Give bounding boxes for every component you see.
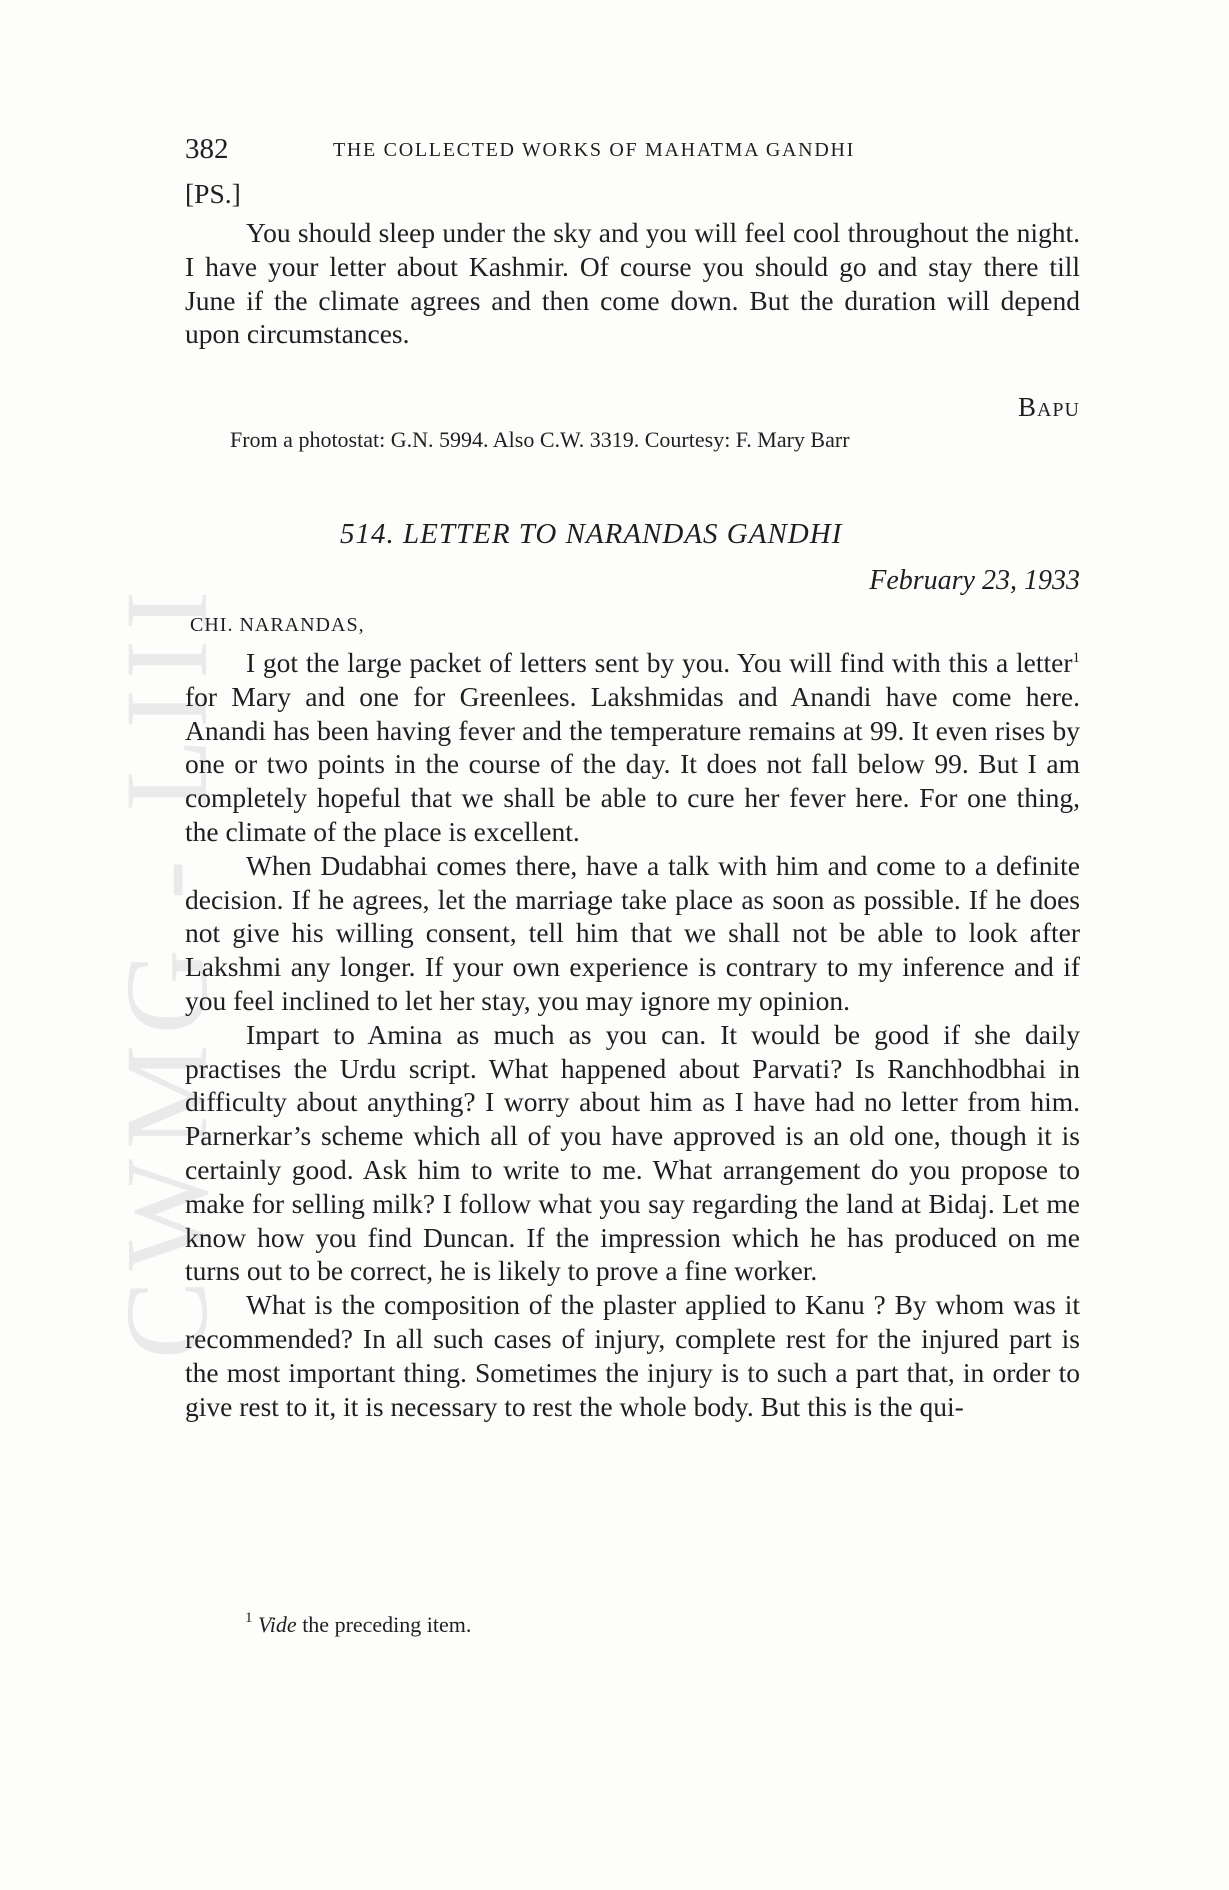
letter-date: February 23, 1933 [869,565,1080,596]
watermark: CWMG - LIII [101,580,233,1360]
paragraph-2: When Dudabhai comes there, have a talk with him and come to a definite decision. If he agrees, let the marriage take place as soon as possible. If he does not give his willing consent, tell him that we shall not be able to look after Lakshmi any longer. If your own experience is contrary to my inference and if you feel inclined to let her stay, you may ignore my opinion. [185,849,1080,1016]
postscript-body [185,216,1080,351]
page-header [185,133,1080,167]
running-head: THE COLLECTED WORKS OF MAHATMA GANDHI [333,139,855,161]
paragraph-4: What is the composition of the plaster applied to Kanu ? By whom was it recommended? In all such cases of injury, complete rest for the injured part is the most important thing. Sometimes the injury is to such a part that, in order to give rest to it, it is necessary to rest the whole body. But this is the qui- [185,1289,1080,1422]
signature: BAPU [1017,392,1080,422]
source-note: From a photostat: G.N. 5994. Also C.W. 3319. Courtesy: F. Mary Barr [230,427,850,452]
salutation: CHI. NARANDAS, [190,614,365,636]
postscript-label: [PS.] [185,178,241,209]
paragraph-1: I got the large packet of letters sent by you. You will find with this a letter$^1$ for Mary and one for Greenlees. Lakshmidas and Anandi have come here. Anandi has been having fever and the temperature remains at 99. It even rises by one or two points in the course of the day. It does not fall below 99. But I am completely hopeful that we shall be able to cure her fever here. For one thing, the climate of the place is excellent. [185,647,1080,847]
footnote: $^1$ Vide the preceding item. [245,1610,472,1637]
paragraph-3: Impart to Amina as much as you can. It would be good if she daily practises the Urdu script. What happened about Parvati? Is Ranchhodbhai in difficulty about anything? I worry about him as I have had no letter from him. Parnerkar’s scheme which all of you have approved is an old one, though it is certainly good. Ask him to write to me. What arrangement do you propose to make for selling milk? I follow what you say regarding the land at Bidaj. Let me know how you find Duncan. If the impression which he has produced on me turns out to be correct, he is likely to prove a fine worker. [185,1018,1080,1287]
page-number: 382 [185,133,229,165]
item-title: 514. LETTER TO NARANDAS GANDHI [340,518,843,550]
letter-body [185,646,1080,1423]
footnote-ref: 1 [1072,650,1080,666]
postscript-text: You should sleep under the sky and you will feel cool throughout the night. I have your letter about Kashmir. Of course you should go and stay there till June if the climate agrees and then come down. But the duration will depend upon circumstances. [185,217,1080,350]
